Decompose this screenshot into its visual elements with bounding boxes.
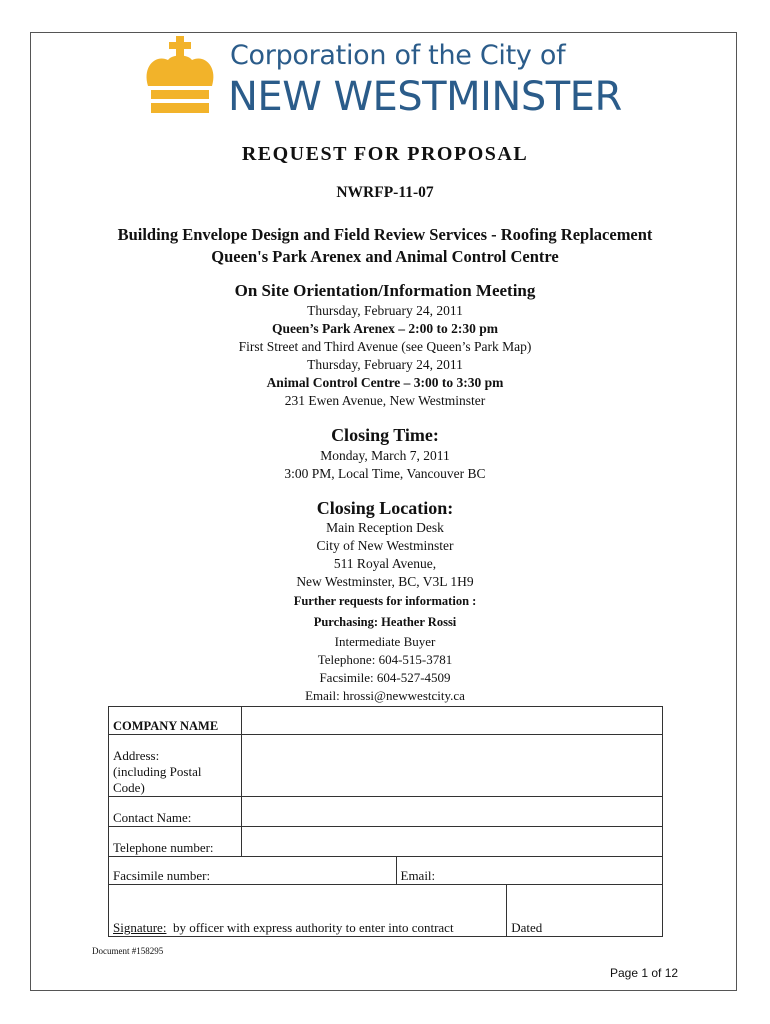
info-telephone: Telephone: 604-515-3781 (317, 652, 453, 667)
info-contact: Purchasing: Heather Rossi (313, 615, 457, 629)
rfp-title: REQUEST FOR PROPOSAL (241, 143, 529, 165)
crown-icon (142, 36, 218, 122)
address-label-line2: (including Postal (113, 764, 202, 779)
rfp-number: NWRFP-11-07 (336, 184, 434, 201)
dated-field[interactable] (507, 885, 663, 937)
document-number: Document #158295 (92, 946, 164, 956)
closing-date: Monday, March 7, 2011 (320, 448, 450, 463)
address-label-line1: Address: (113, 748, 160, 763)
telephone-label: Telephone number: (109, 827, 242, 857)
facsimile-field[interactable] (109, 857, 397, 885)
city-logo (142, 36, 632, 126)
closing-location-line3: 511 Royal Avenue, (333, 556, 437, 571)
project-title-line2: Queen's Park Arenex and Animal Control Centre (211, 247, 559, 266)
meeting-location-2: Animal Control Centre – 3:00 to 3:30 pm (266, 375, 504, 390)
signature-text: by officer with express authority to enter into contract (172, 920, 454, 935)
meeting-address-2: 231 Ewen Avenue, New Westminster (284, 393, 486, 408)
dated-label: Dated (511, 920, 543, 935)
closing-location-line4: New Westminster, BC, V3L 1H9 (296, 574, 474, 589)
closing-location-heading: Closing Location: (316, 498, 454, 518)
meeting-location-1: Queen’s Park Arenex – 2:00 to 2:30 pm (271, 321, 499, 336)
signature-label: Signature: (113, 920, 167, 935)
project-title (0, 224, 770, 268)
logo-line2: NEW WESTMINSTER (228, 74, 622, 120)
meeting-date-2: Thursday, February 24, 2011 (307, 357, 463, 372)
contact-name-label: Contact Name: (109, 797, 242, 827)
company-name-label: COMPANY NAME (109, 707, 242, 735)
address-label (109, 735, 242, 797)
project-title-line1: Building Envelope Design and Field Review Services - Roofing Replacement (117, 225, 653, 244)
signature-field[interactable] (109, 885, 507, 937)
logo-line1: Corporation of the City of (230, 40, 566, 71)
page-number: Page 1 of 12 (610, 966, 679, 980)
closing-time: 3:00 PM, Local Time, Vancouver BC (284, 466, 486, 481)
closing-location-line2: City of New Westminster (316, 538, 454, 553)
meeting-address-1: First Street and Third Avenue (see Queen’s Park Map) (238, 339, 532, 354)
facsimile-label: Facsimile number: (113, 868, 211, 883)
contact-name-field[interactable] (241, 797, 662, 827)
address-label-line3: Code) (113, 780, 145, 795)
email-label: Email: (400, 868, 436, 883)
closing-time-heading: Closing Time: (331, 425, 439, 445)
telephone-field[interactable] (241, 827, 662, 857)
info-facsimile: Facsimile: 604-527-4509 (319, 670, 451, 685)
email-field[interactable] (396, 857, 663, 885)
closing-location-line1: Main Reception Desk (326, 520, 444, 535)
company-info-form (108, 706, 663, 937)
info-role: Intermediate Buyer (334, 634, 436, 649)
address-field[interactable] (241, 735, 662, 797)
info-heading: Further requests for information : (293, 594, 477, 608)
meeting-date-1: Thursday, February 24, 2011 (307, 303, 463, 318)
company-name-field[interactable] (241, 707, 662, 735)
meeting-heading: On Site Orientation/Information Meeting (234, 281, 536, 300)
info-email: Email: hrossi@newwestcity.ca (305, 688, 465, 703)
